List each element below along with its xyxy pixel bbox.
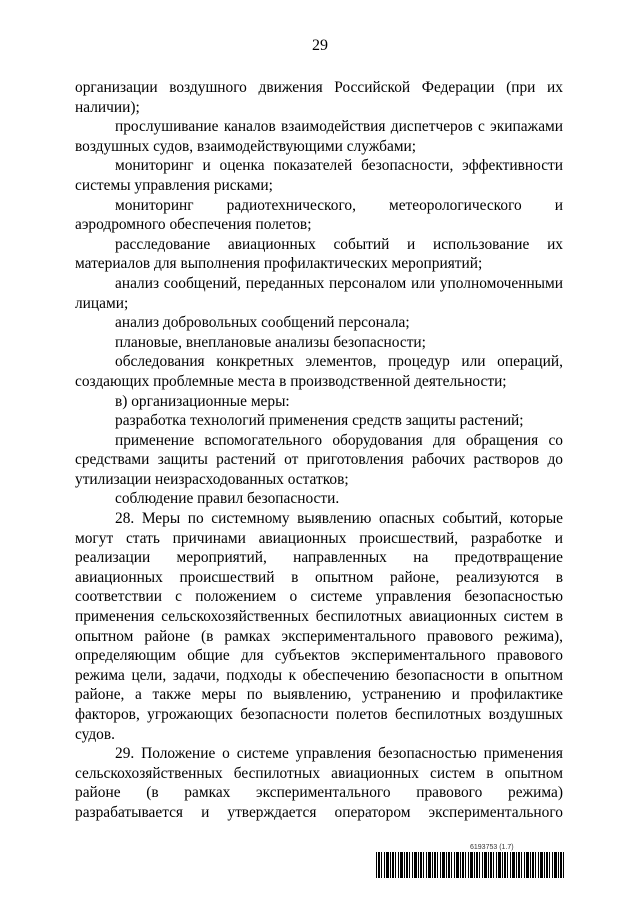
paragraph: разработка технологий применения средств защиты растений;: [115, 412, 524, 430]
paragraph: соблюдение правил безопасности.: [115, 490, 340, 508]
barcode-icon: [376, 852, 564, 878]
paragraph: расследование авиационных событий и использование их материалов для выполнения профилактических мероприятий;: [75, 235, 563, 273]
paragraph: плановые, внеплановые анализы безопасности;: [115, 333, 426, 351]
page-number: 29: [312, 37, 328, 54]
paragraph: анализ сообщений, переданных персоналом или уполномоченными лицами;: [75, 274, 563, 312]
paragraph: прослушивание каналов взаимодействия диспетчеров с экипажами воздушных судов, взаимодействующими службами;: [75, 118, 563, 155]
paragraph: в) организационные меры:: [115, 392, 290, 410]
paragraph: мониторинг радиотехнического, метеорологического и аэродромного обеспечения полетов;: [75, 196, 563, 234]
paragraph: организации воздушного движения Российской Федерации (при их наличии);: [75, 79, 563, 116]
paragraph: мониторинг и оценка показателей безопасности, эффективности системы управления рисками;: [75, 157, 563, 194]
paragraph: анализ добровольных сообщений персонала;: [115, 314, 410, 332]
paragraph: применение вспомогательного оборудования для обращения со средствами защиты растений от приготовления рабочих растворов до утилизации неизрасходованных остатков;: [75, 431, 563, 488]
barcode-number: 6193753 (1.7): [470, 844, 514, 851]
paragraph: 29. Положение о системе управления безопасностью применения сельскохозяйственных беспилотных авиационных систем в опытном районе (в рамках экспериментального правового режима) разрабатывается и утверждается оператором экспериментального: [75, 745, 563, 821]
body-text: [75, 78, 563, 823]
paragraph: обследования конкретных элементов, процедур или операций, создающих проблемные места в производственной деятельности;: [75, 353, 563, 390]
paragraph: 28. Меры по системному выявлению опасных событий, которые могут стать причинами авиационных происшествий, разработке и реализации мероприятий, направленных на предотвращение авиационных происшествий в опытном районе, реализуются в соответствии с положением о системе управления безопасностью применения сельскохозяйственных беспилотных авиационных систем в опытном районе (в рамках экспериментального правового режима), определяющим общие для субъектов экспериментального правового режима цели, задачи, подходы к обеспечению безопасности в опытном районе, а также меры по выявлению, устранению и профилактике факторов, угрожающих безопасности полетов беспилотных воздушных судов.: [75, 510, 563, 743]
